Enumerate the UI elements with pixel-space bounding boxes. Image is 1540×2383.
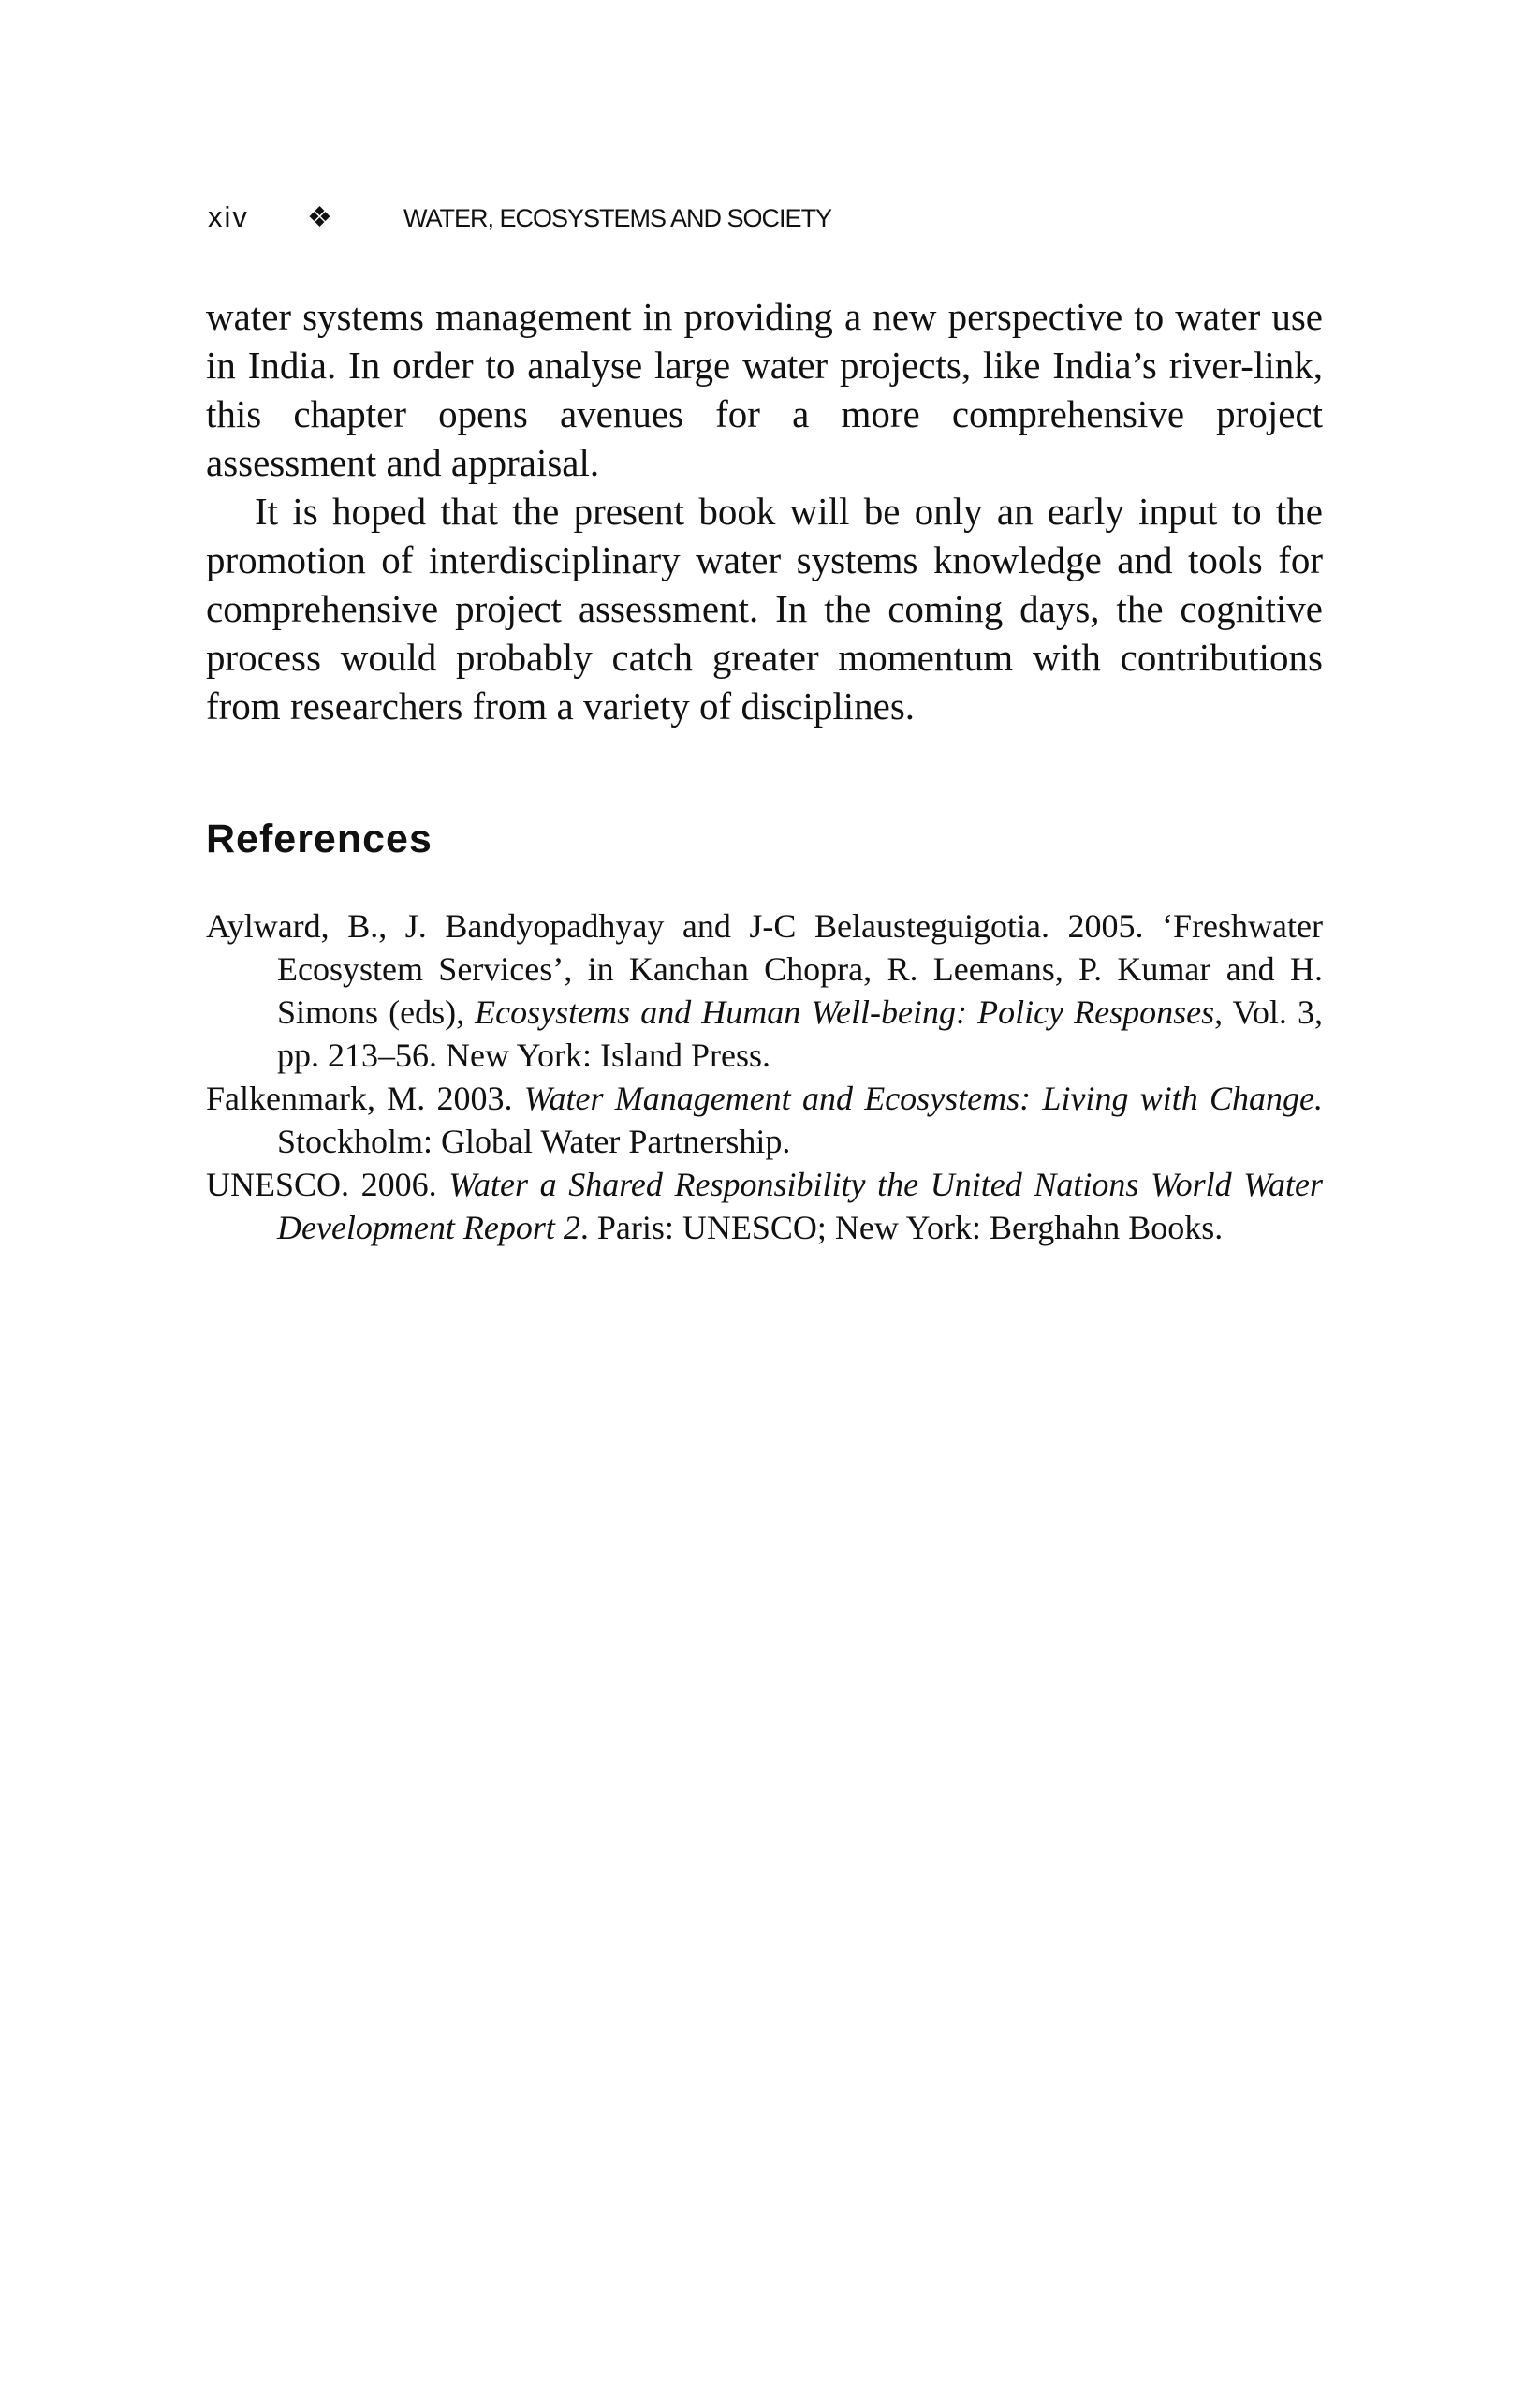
running-head xyxy=(208,200,831,234)
reference-text: , Vol. 3, pp. 213–56. New York: Island Press. xyxy=(277,993,1323,1074)
reference-title: Water a Shared Responsibility the United Nations World Water Development Report 2 xyxy=(277,1166,1323,1246)
page-number: xiv xyxy=(208,200,249,233)
reference-text: . Paris: UNESCO; New York: Berghahn Books. xyxy=(579,1209,1224,1246)
reference-text: Stockholm: Global Water Partnership. xyxy=(277,1123,791,1160)
reference-item xyxy=(206,1077,1323,1163)
ornament-icon: ❖ xyxy=(307,202,332,233)
body-text xyxy=(206,292,1323,730)
reference-text: Aylward, B., J. Bandyopadhyay and J-C Belausteguigotia. 2005. ‘Freshwater Ecosystem Services’, in Kanchan Chopra, R. Leemans, P. Kumar and H. Simons (eds), xyxy=(206,907,1323,1031)
body-paragraph-1: water systems management in providing a new perspective to water use in India. In order to analyse large water projects, like India’s river-link, this chapter opens avenues for a more comprehensive project assessment and appraisal. xyxy=(206,295,1323,484)
body-paragraph-2: It is hoped that the present book will be only an early input to the promotion of interdisciplinary water systems knowledge and tools for comprehensive project assessment. In the coming days, the cognitive process would probably catch greater momentum with contributions from researchers from a variety of disciplines. xyxy=(206,490,1323,728)
references-heading: References xyxy=(206,816,433,861)
reference-item xyxy=(206,905,1323,1077)
reference-item xyxy=(206,1163,1323,1249)
reference-text: Falkenmark, M. 2003. xyxy=(206,1080,524,1117)
reference-text: UNESCO. 2006. xyxy=(206,1166,449,1203)
reference-title: Ecosystems and Human Well-being: Policy Responses xyxy=(475,993,1215,1031)
reference-title: Water Management and Ecosystems: Living with Change. xyxy=(523,1080,1323,1117)
references-list xyxy=(206,905,1323,1249)
running-head-title: WATER, ECOSYSTEMS AND SOCIETY xyxy=(403,204,832,232)
